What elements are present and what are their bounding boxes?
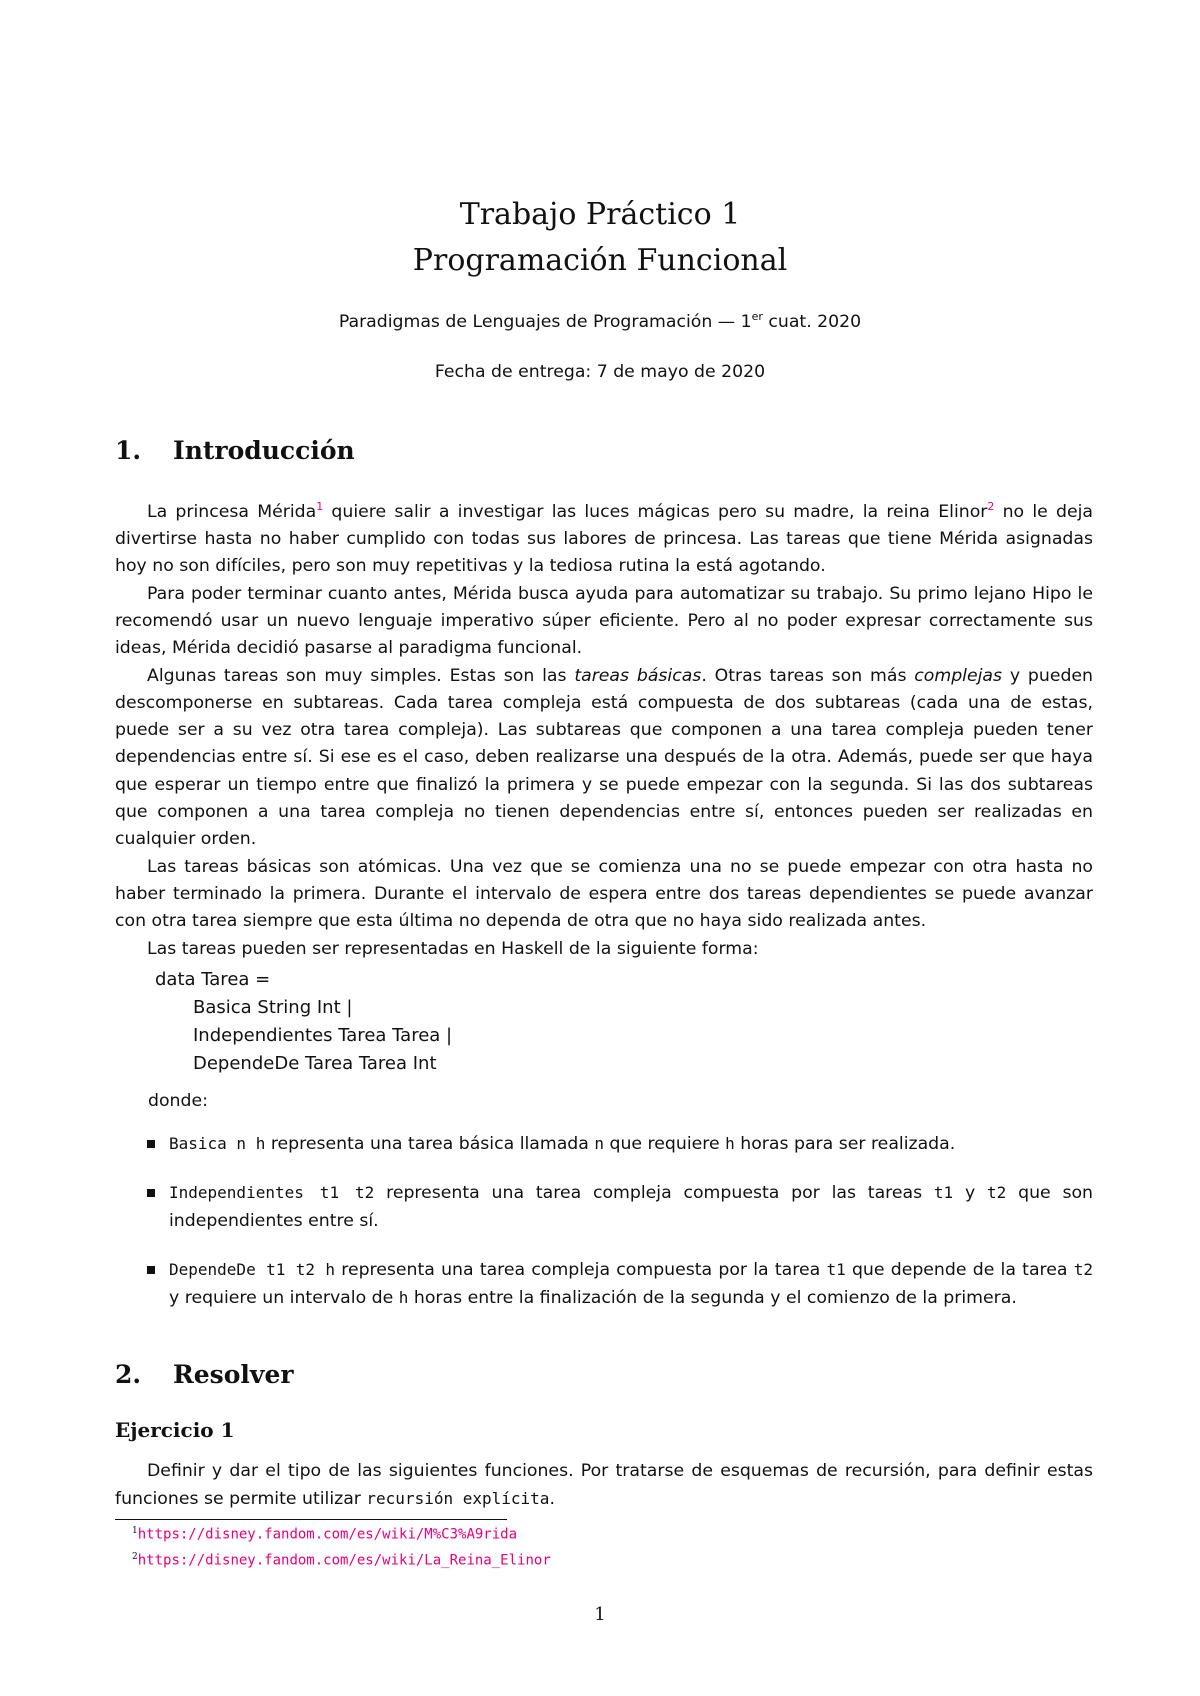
section-2-heading	[115, 1360, 294, 1389]
inline-code: Basica n h	[169, 1134, 266, 1153]
list-text: representa una tarea compleja compuesta por las tareas	[374, 1183, 934, 1204]
list-text: horas para ser realizada.	[734, 1134, 956, 1154]
list-text: que depende de la tarea	[845, 1259, 1074, 1280]
intro-paragraph-2: Para poder terminar cuanto antes, Mérida busca ayuda para automatizar su trabajo. Su primo lejano Hipo le recomendó usar un nuevo lenguaje imperativo súper eficiente. Pero al no poder expresar correctamente sus ideas, Mérida decidió pasarse al paradigma funcional.	[115, 583, 1093, 659]
inline-code: t1	[933, 1183, 954, 1203]
page-number: 1	[594, 1604, 606, 1625]
list-text: que requiere	[604, 1134, 726, 1154]
intro-p1-text-b: quiere salir a investigar las luces mágicas pero su madre, la reina Elinor	[323, 501, 988, 522]
inline-code: h	[725, 1134, 735, 1153]
list-item	[145, 1130, 1093, 1158]
inline-code: DependeDe t1 t2 h	[169, 1259, 335, 1279]
footnote-2-link[interactable]: https://disney.fandom.com/es/wiki/La_Reina_Elinor	[137, 1552, 551, 1569]
section-2-title: Resolver	[173, 1360, 294, 1389]
list-text: horas entre la finalización de la segunda y el comienzo de la primera.	[408, 1288, 1017, 1309]
footnote-1	[132, 1526, 517, 1543]
exercise-text-a: Definir y dar el tipo de las siguientes funciones. Por tratarse de esquemas de recursión, para definir estas funciones se permite utilizar	[115, 1461, 1093, 1510]
intro-p3-text-c: y pueden descomponerse en subtareas. Cada tarea compleja está compuesta de dos subtareas (cada una de estas, puede ser a su vez otra tarea compleja). Las subtareas que componen a una tarea compleja pueden tener dependencias entre sí. Si ese es el caso, deben realizarse una después de la otra. Además, puede ser que haya que esperar un tiempo entre que finalizó la primera y se puede empezar con la segunda. Si las dos subtareas que componen a una tarea compleja no tienen dependencias entre sí, entonces pueden ser realizadas en cualquier orden.	[115, 665, 1094, 850]
intro-paragraph-5: Las tareas pueden ser representadas en Haskell de la siguiente forma:	[147, 938, 759, 959]
inline-code: Independientes t1 t2	[169, 1183, 375, 1203]
subtitle-main: Paradigmas de Lenguajes de Programación — 1	[338, 311, 752, 332]
code-line-3: Independientes Tarea Tarea |	[193, 1025, 453, 1046]
intro-paragraphs	[115, 493, 1093, 963]
footnote-2	[132, 1552, 551, 1569]
term-complejas: complejas	[914, 665, 1003, 686]
code-line-2: Basica String Int |	[193, 997, 353, 1018]
list-item	[145, 1179, 1093, 1235]
bullet-square-icon	[147, 1266, 155, 1274]
due-date: Fecha de entrega: 7 de mayo de 2020	[434, 362, 766, 382]
section-1-heading	[115, 436, 355, 465]
intro-p1-text-c: no le deja divertirse hasta no haber cumplido con todas sus labores de princesa. Las tareas que tiene Mérida asignadas hoy no son difíciles, pero son muy repetitivas y la tediosa rutina la está agotando.	[115, 501, 1093, 577]
inline-code: t2	[987, 1183, 1007, 1203]
exercise-1-text	[115, 1458, 1093, 1514]
bullet-square-icon	[147, 1189, 155, 1197]
code-line-4: DependeDe Tarea Tarea Int	[193, 1053, 437, 1074]
list-text: y	[953, 1183, 988, 1204]
donde-label: donde:	[148, 1091, 208, 1111]
inline-code: t1	[826, 1259, 846, 1279]
exercise-text-b: .	[549, 1489, 555, 1510]
exercise-1-paragraph	[115, 1458, 1093, 1514]
list-text: representa una tarea compleja compuesta por la tarea	[334, 1259, 827, 1280]
section-1-number: 1.	[115, 436, 142, 465]
subtitle-sup: er	[751, 310, 763, 323]
bullet-square-icon	[147, 1140, 155, 1148]
list-text: que son independientes entre sí.	[169, 1183, 1094, 1231]
footnote-1-link[interactable]: https://disney.fandom.com/es/wiki/M%C3%A9rida	[137, 1526, 518, 1543]
inline-code: n	[594, 1134, 605, 1153]
list-text: representa una tarea básica llamada	[265, 1134, 595, 1154]
title-line-1: Trabajo Práctico 1	[459, 197, 741, 232]
footnote-ref-2[interactable]: 2	[987, 500, 995, 513]
footnote-1-mark: 1	[132, 1526, 138, 1536]
intro-p3-text-a: Algunas tareas son muy simples. Estas son las	[147, 665, 575, 686]
exercise-1-heading: Ejercicio 1	[115, 1418, 235, 1442]
list-text: y requiere un intervalo de	[169, 1288, 399, 1309]
list-item	[145, 1256, 1093, 1313]
haskell-code-block	[155, 966, 452, 1078]
footnote-2-mark: 2	[132, 1552, 138, 1562]
course-subtitle	[0, 310, 1200, 332]
intro-paragraph-3	[115, 663, 1093, 854]
footnote-divider	[115, 1519, 507, 1520]
title-line-2: Programación Funcional	[412, 243, 788, 278]
intro-p3-text-b: . Otras tareas son más	[701, 665, 915, 686]
footnote-ref-1[interactable]: 1	[316, 500, 324, 513]
subtitle-tail: cuat. 2020	[762, 311, 862, 332]
inline-code: h	[398, 1288, 409, 1308]
code-line-1: data Tarea =	[155, 969, 271, 990]
term-tareas-basicas: tareas básicas	[574, 665, 702, 686]
document-title	[0, 192, 1200, 284]
section-2-number: 2.	[115, 1360, 142, 1389]
intro-paragraph-1	[115, 493, 1093, 581]
section-1-title: Introducción	[173, 436, 355, 465]
intro-paragraph-4: Las tareas básicas son atómicas. Una vez que se comienza una no se puede empezar con otra hasta no haber terminado la primera. Durante el intervalo de espera entre dos tareas dependientes se puede avanzar con otra tarea siempre que esta última no dependa de otra que no haya sido realizada antes.	[115, 856, 1093, 932]
inline-code: recursión explícita	[366, 1489, 550, 1509]
intro-p1-text-a: La princesa Mérida	[147, 501, 317, 522]
constructor-list	[145, 1130, 1093, 1333]
inline-code: t2	[1073, 1259, 1093, 1279]
